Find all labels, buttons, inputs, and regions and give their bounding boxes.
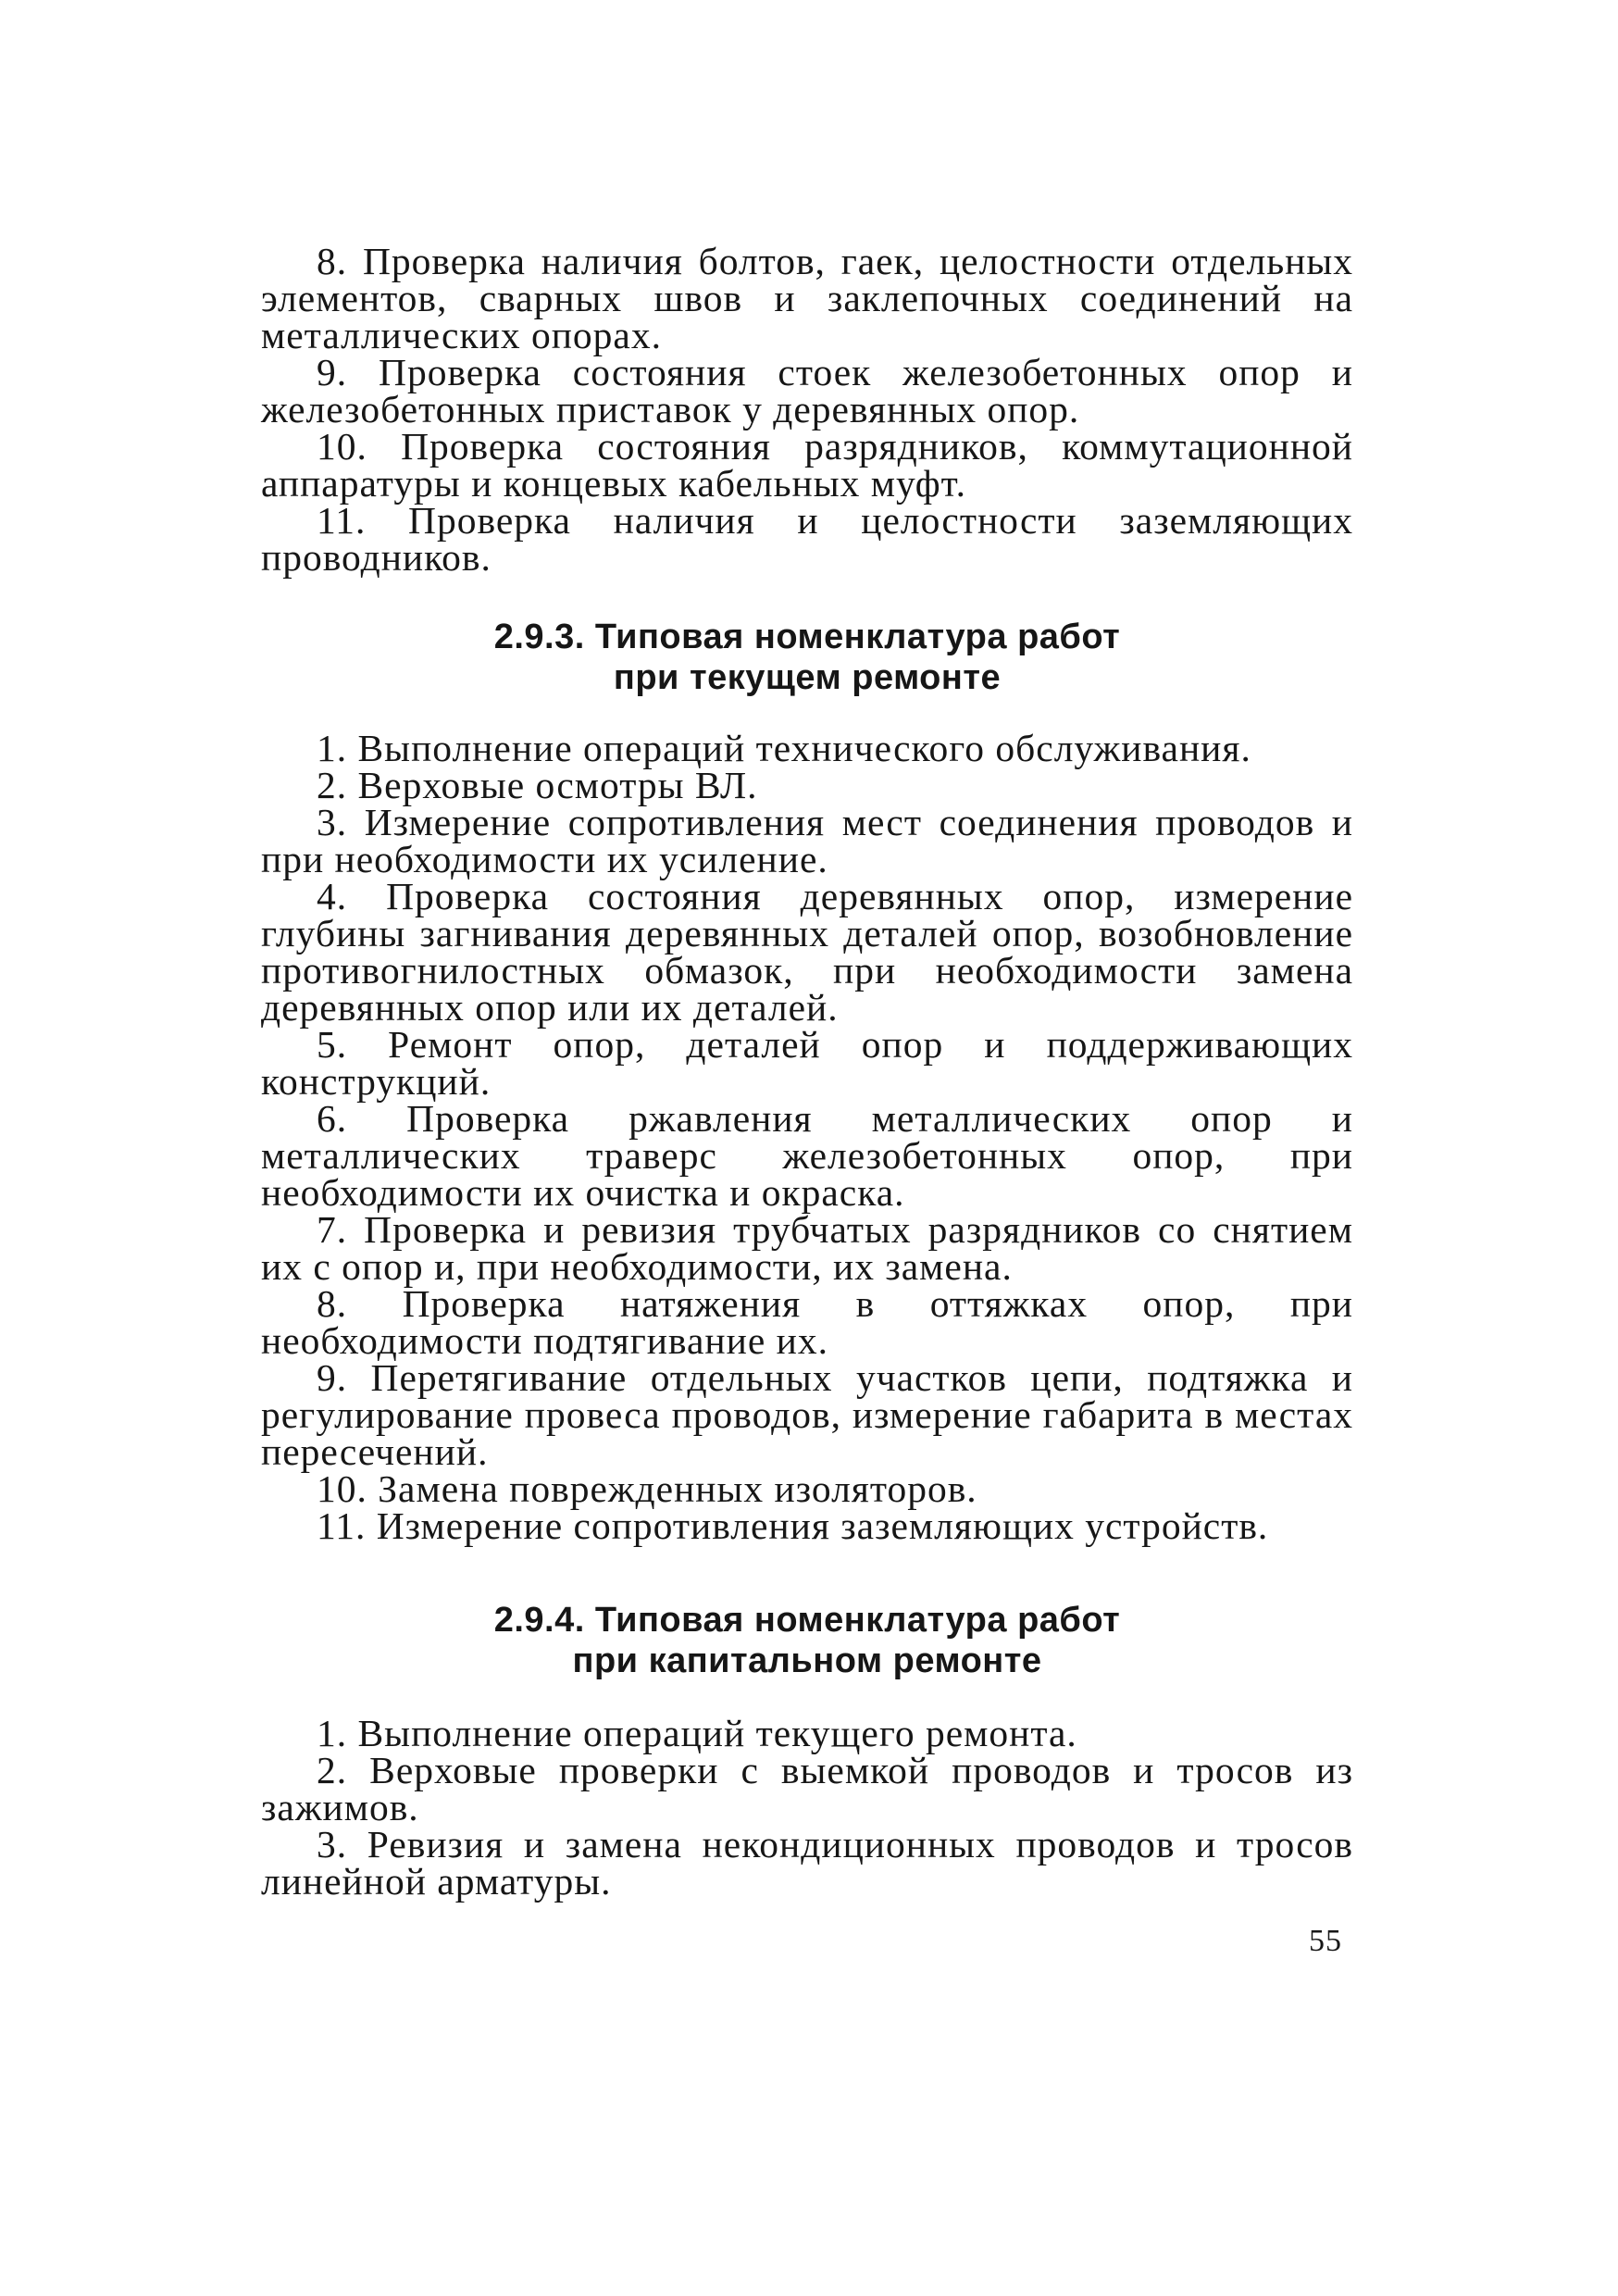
heading-line: 2.9.3. Типовая номенклатура работ — [493, 618, 1121, 656]
page-number: 55 — [1309, 1924, 1342, 1958]
list-item: 3. Ревизия и замена некондиционных проводов и тросов линейной арматуры. — [261, 1823, 1353, 1903]
list-item: 7. Проверка и ревизия трубчатых разрядников со снятием их с опор и, при необходимости, их замена. — [261, 1208, 1353, 1288]
intro-list — [261, 240, 1353, 579]
section-heading-capital-repair — [261, 1600, 1353, 1681]
list-item: 5. Ремонт опор, деталей опор и поддерживающих конструкций. — [261, 1023, 1353, 1103]
section-heading-current-repair — [261, 617, 1353, 698]
list-item: 2. Верховые осмотры ВЛ. — [317, 764, 758, 806]
list-item: 11. Проверка наличия и целостности заземляющих проводников. — [261, 499, 1353, 579]
list-item: 11. Измерение сопротивления заземляющих устройств. — [317, 1504, 1269, 1547]
list-item: 1. Выполнение операций текущего ремонта. — [317, 1712, 1077, 1754]
list-item: 3. Измерение сопротивления мест соединения проводов и при необходимости их усиление. — [261, 801, 1353, 880]
current-repair-list — [261, 727, 1353, 1547]
list-item: 9. Проверка состояния стоек железобетонных опор и железобетонных приставок у деревянных опор. — [261, 351, 1353, 430]
page-body — [261, 240, 1353, 1903]
heading-line: при текущем ремонте — [613, 658, 1002, 697]
list-item: 4. Проверка состояния деревянных опор, измерение глубины загнивания деревянных деталей опор, возобновление противогнилостных обмазок, при необходимости замена деревянных опор или их деталей. — [261, 875, 1353, 1029]
list-item: 2. Верховые проверки с выемкой проводов и тросов из зажимов. — [261, 1749, 1353, 1828]
heading-line: при капитальном ремонте — [572, 1641, 1042, 1680]
list-item: 10. Замена поврежденных изоляторов. — [317, 1467, 977, 1510]
list-item: 8. Проверка натяжения в оттяжках опор, при необходимости подтягивание их. — [261, 1282, 1353, 1362]
list-item: 8. Проверка наличия болтов, гаек, целостности отдельных элементов, сварных швов и заклепочных соединений на металлических опорах. — [261, 240, 1353, 356]
list-item: 9. Перетягивание отдельных участков цепи, подтяжка и регулирование провеса проводов, измерение габарита в местах пересечений. — [261, 1356, 1353, 1473]
heading-line: 2.9.4. Типовая номенклатура работ — [493, 1601, 1121, 1640]
list-item: 6. Проверка ржавления металлических опор и металлических траверс железобетонных опор, при необходимости их очистка и окраска. — [261, 1097, 1353, 1214]
list-item: 1. Выполнение операций технического обслуживания. — [317, 727, 1251, 769]
capital-repair-list — [261, 1712, 1353, 1903]
list-item: 10. Проверка состояния разрядников, коммутационной аппаратуры и концевых кабельных муфт. — [261, 425, 1353, 505]
